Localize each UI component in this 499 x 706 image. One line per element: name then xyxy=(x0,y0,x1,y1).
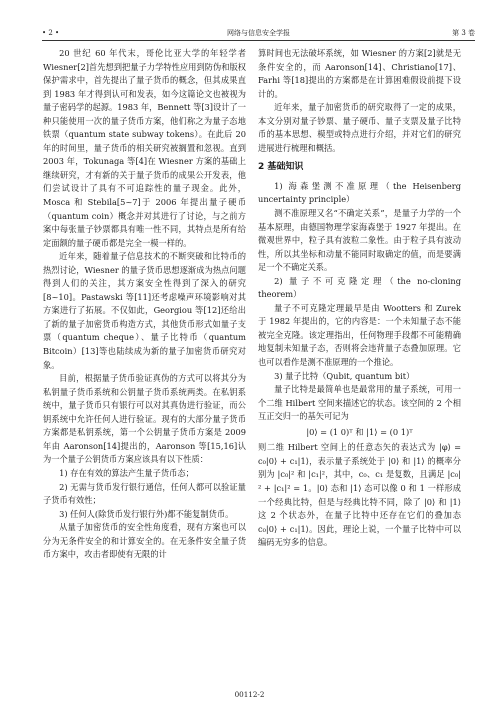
paragraph: 量子不可克隆定理最早是由 Wootters 和 Zurek 于 1982 年提出的，它的内容是：一个未知量子态不能被完全克隆。该定理指出，任何物理手段都不可能精确地复制未知量子态，否则将会违背量子态叠加原理。它也可以看作是测不准原理的一个推论。 xyxy=(258,302,461,368)
page-number-left: • 2 • xyxy=(42,29,60,37)
list-item: 2) 无需与货币发行银行通信，任何人都可以验证量子货币有效性； xyxy=(43,481,246,506)
equation: |0⟩ = (1 0)ᵀ 和 |1⟩ = (0 1)ᵀ xyxy=(306,426,413,437)
paragraph: 从量子加密货币的安全性角度看，现有方案也可以分为无条件安全的和计算安全的。在无条件安全量子货币方案中，攻击者即使有无限的计 xyxy=(43,522,246,560)
subsection-title: 1) 海森堡测不准原理（the Heisenberg uncertainty principle） xyxy=(258,180,461,205)
left-column xyxy=(43,47,246,562)
paragraph: 测不准原理又名“不确定关系”，是量子力学的一个基本原理，由德国物理学家海森堡于 1927 年提出。在微观世界中，粒子具有波粒二象性。由于粒子具有波动性，所以其坐标和动量不能同时取确定的值，而是要满足一个不确定关系。 xyxy=(258,208,461,273)
section-heading: 2 基础知识 xyxy=(258,162,304,173)
subsection-title: 2) 量子不可克隆定理（the no-cloning theorem） xyxy=(258,275,461,300)
subsection-title: 3) 量子比特（Qubit, quantum bit） xyxy=(274,370,415,381)
paragraph: 近年来，量子加密货币的研究取得了一定的成果，本文分别对量子钞票、量子硬币、量子支票及量子比特币的基本思想、模型或特点进行介绍，并对它们的研究进展进行梳理和概括。 xyxy=(258,102,461,153)
paragraph: 目前，根据量子货币验证真伪的方式可以将其分为私钥量子货币系统和公钥量子货币系统两类。在私钥系统中，量子货币只有银行可以对其真伪进行验证，而公钥系统中允许任何人进行验证。现有的大部分量子货币方案都是私钥系统，第一个公钥量子货币方案是 2009 年由 Aaronson[14]提出的，Aaronson 等[15,16]认为一个量子公钥货币方案应该具有以下性质： xyxy=(43,373,246,465)
running-header xyxy=(42,26,475,41)
list-item: 3) 任何人(除货币发行银行外)都不能复制货币。 xyxy=(59,508,234,519)
right-column xyxy=(258,47,461,550)
page-footer-number: 00112-2 xyxy=(234,690,265,699)
volume-label: 第 3 卷 xyxy=(452,29,475,37)
list-item: 1) 存在有效的算法产生量子货币态； xyxy=(59,467,194,478)
paragraph: 算时间也无法破坏系统，如 Wiesner 的方案[2]就是无条件安全的，而 Aaronson[14]、Christiano[17]、Farhi 等[18]提出的方案都是在计算困难假设前提下设计的。 xyxy=(258,48,461,99)
journal-title: 网络与信息安全学报 xyxy=(227,29,290,37)
paragraph: 20 世纪 60 年代末，哥伦比亚大学的年轻学者 Wiesner[2]首先想到把量子力学特性应用到防伪和版权保护需求中，首先提出了量子货币的概念，但其成果直到 1983 年才得到认可和发表，如今这篇论文也被视为量子密码学的起源。1983 年，Bennett 等[3]设计了一种只能使用一次的量子货币方案，他们称之为量子态地铁票（quantum state subway tokens）。在此后 20 年的时间里，量子货币的相关研究被搁置和忽视。直到 2003 年，Tokunaga 等[4]在 Wiesner 方案的基础上继续研究，才有新的关于量子货币的成果公开发表，他们尝试设计了具有不可追踪性的量子现金。此外，Mosca 和 Stebila[5~7]于 2006 年提出量子硬币（quantum coin）概念并对其进行了讨论，与之前方案中每张量子钞票都具有唯一性不同，其特点是所有给定面额的量子硬币都是完全一模一样的。 xyxy=(43,48,247,248)
paragraph: 则二维 Hilbert 空间上的任意态矢的表达式为 |φ⟩ = c₀|0⟩ + c₁|1⟩，表示量子系统处于 |0⟩ 和 |1⟩ 的概率分别为 |c₀|² 和 |c₁|²，其中，c₀、c₁ 是复数，且满足 |c₀|² + |c₁|² = 1。|0⟩ 态和 |1⟩ 态可以像 0 和 1 一样形成一个经典比特，但是与经典比特不同，除了 |0⟩ 和 |1⟩ 这 2 个状态外，在量子比特中还存在它们的叠加态 c₀|0⟩ + c₁|1⟩。因此，理论上说，一个量子比特中可以编码无穷多的信息。 xyxy=(258,442,461,548)
paragraph: 量子比特是最简单也是最常用的量子系统，可用一个二维 Hilbert 空间来描述它的状态。该空间的 2 个相互正交归一的基矢可记为 xyxy=(258,384,461,422)
paragraph: 近年来，随着量子信息技术的不断突破和比特币的热烈讨论，Wiesner 的量子货币思想逐渐成为热点问题得到人们的关注，其方案安全性得到了深入的研究[8~10]。Pastawski 等[11]还考虑噪声环境影响对其方案进行了拓展。不仅如此，Georgiou 等[12]还给出了新的量子加密货币构造方式，其他货币形式如量子支票（quantum cheque）、量子比特币（quantum Bitcoin）[13]等也陆续成为新的量子加密货币研究对象。 xyxy=(43,251,246,370)
